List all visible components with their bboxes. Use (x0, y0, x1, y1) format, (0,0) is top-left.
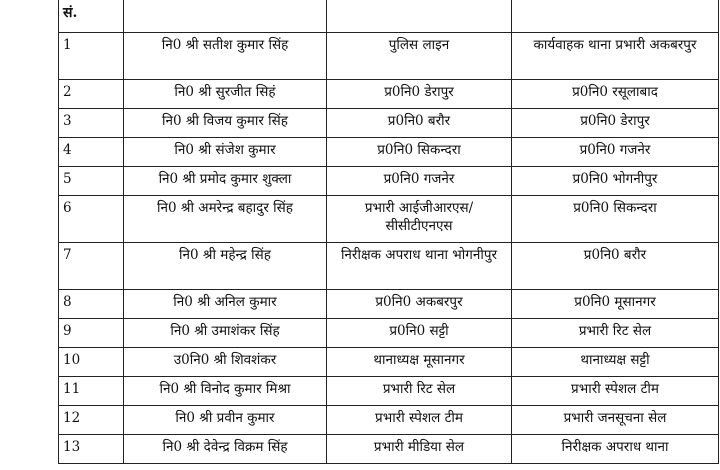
cell-serial: 10 (59, 348, 124, 377)
cell-name: नि0 श्री प्रमोद कुमार शुक्ला (124, 167, 327, 196)
table-body (59, 33, 719, 464)
table-row (59, 196, 719, 243)
cell-name: नि0 श्री अनिल कुमार (124, 290, 327, 319)
table-row (59, 138, 719, 167)
cell-current-posting: प्र0नि0 अकबरपुर (327, 290, 512, 319)
header-name (124, 0, 327, 33)
cell-serial: 6 (59, 196, 124, 243)
cell-name: नि0 श्री सुरजीत सिहं (124, 80, 327, 109)
table-row (59, 435, 719, 464)
table-row (59, 243, 719, 290)
cell-new-posting: प्र0नि0 मूसानगर (512, 290, 719, 319)
table-row (59, 319, 719, 348)
table-row (59, 167, 719, 196)
cell-current-posting: थानाध्यक्ष मूसानगर (327, 348, 512, 377)
cell-serial: 12 (59, 406, 124, 435)
cell-name: नि0 श्री देवेन्द्र विक्रम सिंह (124, 435, 327, 464)
cell-current-posting: प्र0नि0 डेरापुर (327, 80, 512, 109)
cell-new-posting: प्रभारी जनसूचना सेल (512, 406, 719, 435)
table-row (59, 348, 719, 377)
cell-serial: 3 (59, 109, 124, 138)
cell-serial: 2 (59, 80, 124, 109)
table-row (59, 33, 719, 80)
cell-serial: 13 (59, 435, 124, 464)
table-row (59, 80, 719, 109)
cell-name: नि0 श्री संजेश कुमार (124, 138, 327, 167)
cell-name: नि0 श्री सतीश कुमार सिंह (124, 33, 327, 80)
cell-name: नि0 श्री महेन्द्र सिंह (124, 243, 327, 290)
cell-current-posting: पुलिस लाइन (327, 33, 512, 80)
transfer-table (58, 0, 719, 464)
cell-new-posting: प्र0नि0 रसूलाबाद (512, 80, 719, 109)
cell-new-posting: प्र0नि0 डेरापुर (512, 109, 719, 138)
header-from (327, 0, 512, 33)
cell-new-posting: प्र0नि0 सिकन्दरा (512, 196, 719, 243)
table-row (59, 406, 719, 435)
cell-serial: 7 (59, 243, 124, 290)
cell-current-posting: प्रभारी आईजीआरएस/ सीसीटीएनएस (327, 196, 512, 243)
cell-name: नि0 श्री विजय कुमार सिंह (124, 109, 327, 138)
cell-serial: 8 (59, 290, 124, 319)
cell-current-posting: प्रभारी स्पेशल टीम (327, 406, 512, 435)
cell-new-posting: प्र0नि0 बरौर (512, 243, 719, 290)
cell-current-posting: प्र0नि0 सट्टी (327, 319, 512, 348)
cell-current-posting: प्र0नि0 सिकन्दरा (327, 138, 512, 167)
cell-name: उ0नि0 श्री शिवशंकर (124, 348, 327, 377)
cell-name: नि0 श्री प्रवीन कुमार (124, 406, 327, 435)
cell-serial: 4 (59, 138, 124, 167)
table-header-row (59, 0, 719, 33)
cell-name: नि0 श्री विनोद कुमार मिश्रा (124, 377, 327, 406)
cell-new-posting: प्रभारी स्पेशल टीम (512, 377, 719, 406)
cell-new-posting: प्र0नि0 गजनेर (512, 138, 719, 167)
cell-new-posting: निरीक्षक अपराध थाना (512, 435, 719, 464)
table-row (59, 290, 719, 319)
header-to (512, 0, 719, 33)
cell-serial: 11 (59, 377, 124, 406)
cell-current-posting: प्रभारी मीडिया सेल (327, 435, 512, 464)
table-row (59, 377, 719, 406)
cell-current-posting: प्र0नि0 गजनेर (327, 167, 512, 196)
cell-new-posting: प्र0नि0 भोगनीपुर (512, 167, 719, 196)
cell-name: नि0 श्री अमरेन्द्र बहादुर सिंह (124, 196, 327, 243)
table-row (59, 109, 719, 138)
cell-current-posting: प्र0नि0 बरौर (327, 109, 512, 138)
cell-serial: 9 (59, 319, 124, 348)
cell-new-posting: प्रभारी रिट सेल (512, 319, 719, 348)
cell-serial: 5 (59, 167, 124, 196)
header-serial: सं. (59, 0, 124, 33)
cell-current-posting: प्रभारी रिट सेल (327, 377, 512, 406)
cell-new-posting: कार्यवाहक थाना प्रभारी अकबरपुर (512, 33, 719, 80)
cell-name: नि0 श्री उमाशंकर सिंह (124, 319, 327, 348)
cell-new-posting: थानाध्यक्ष सट्टी (512, 348, 719, 377)
cell-serial: 1 (59, 33, 124, 80)
cell-current-posting: निरीक्षक अपराध थाना भोगनीपुर (327, 243, 512, 290)
